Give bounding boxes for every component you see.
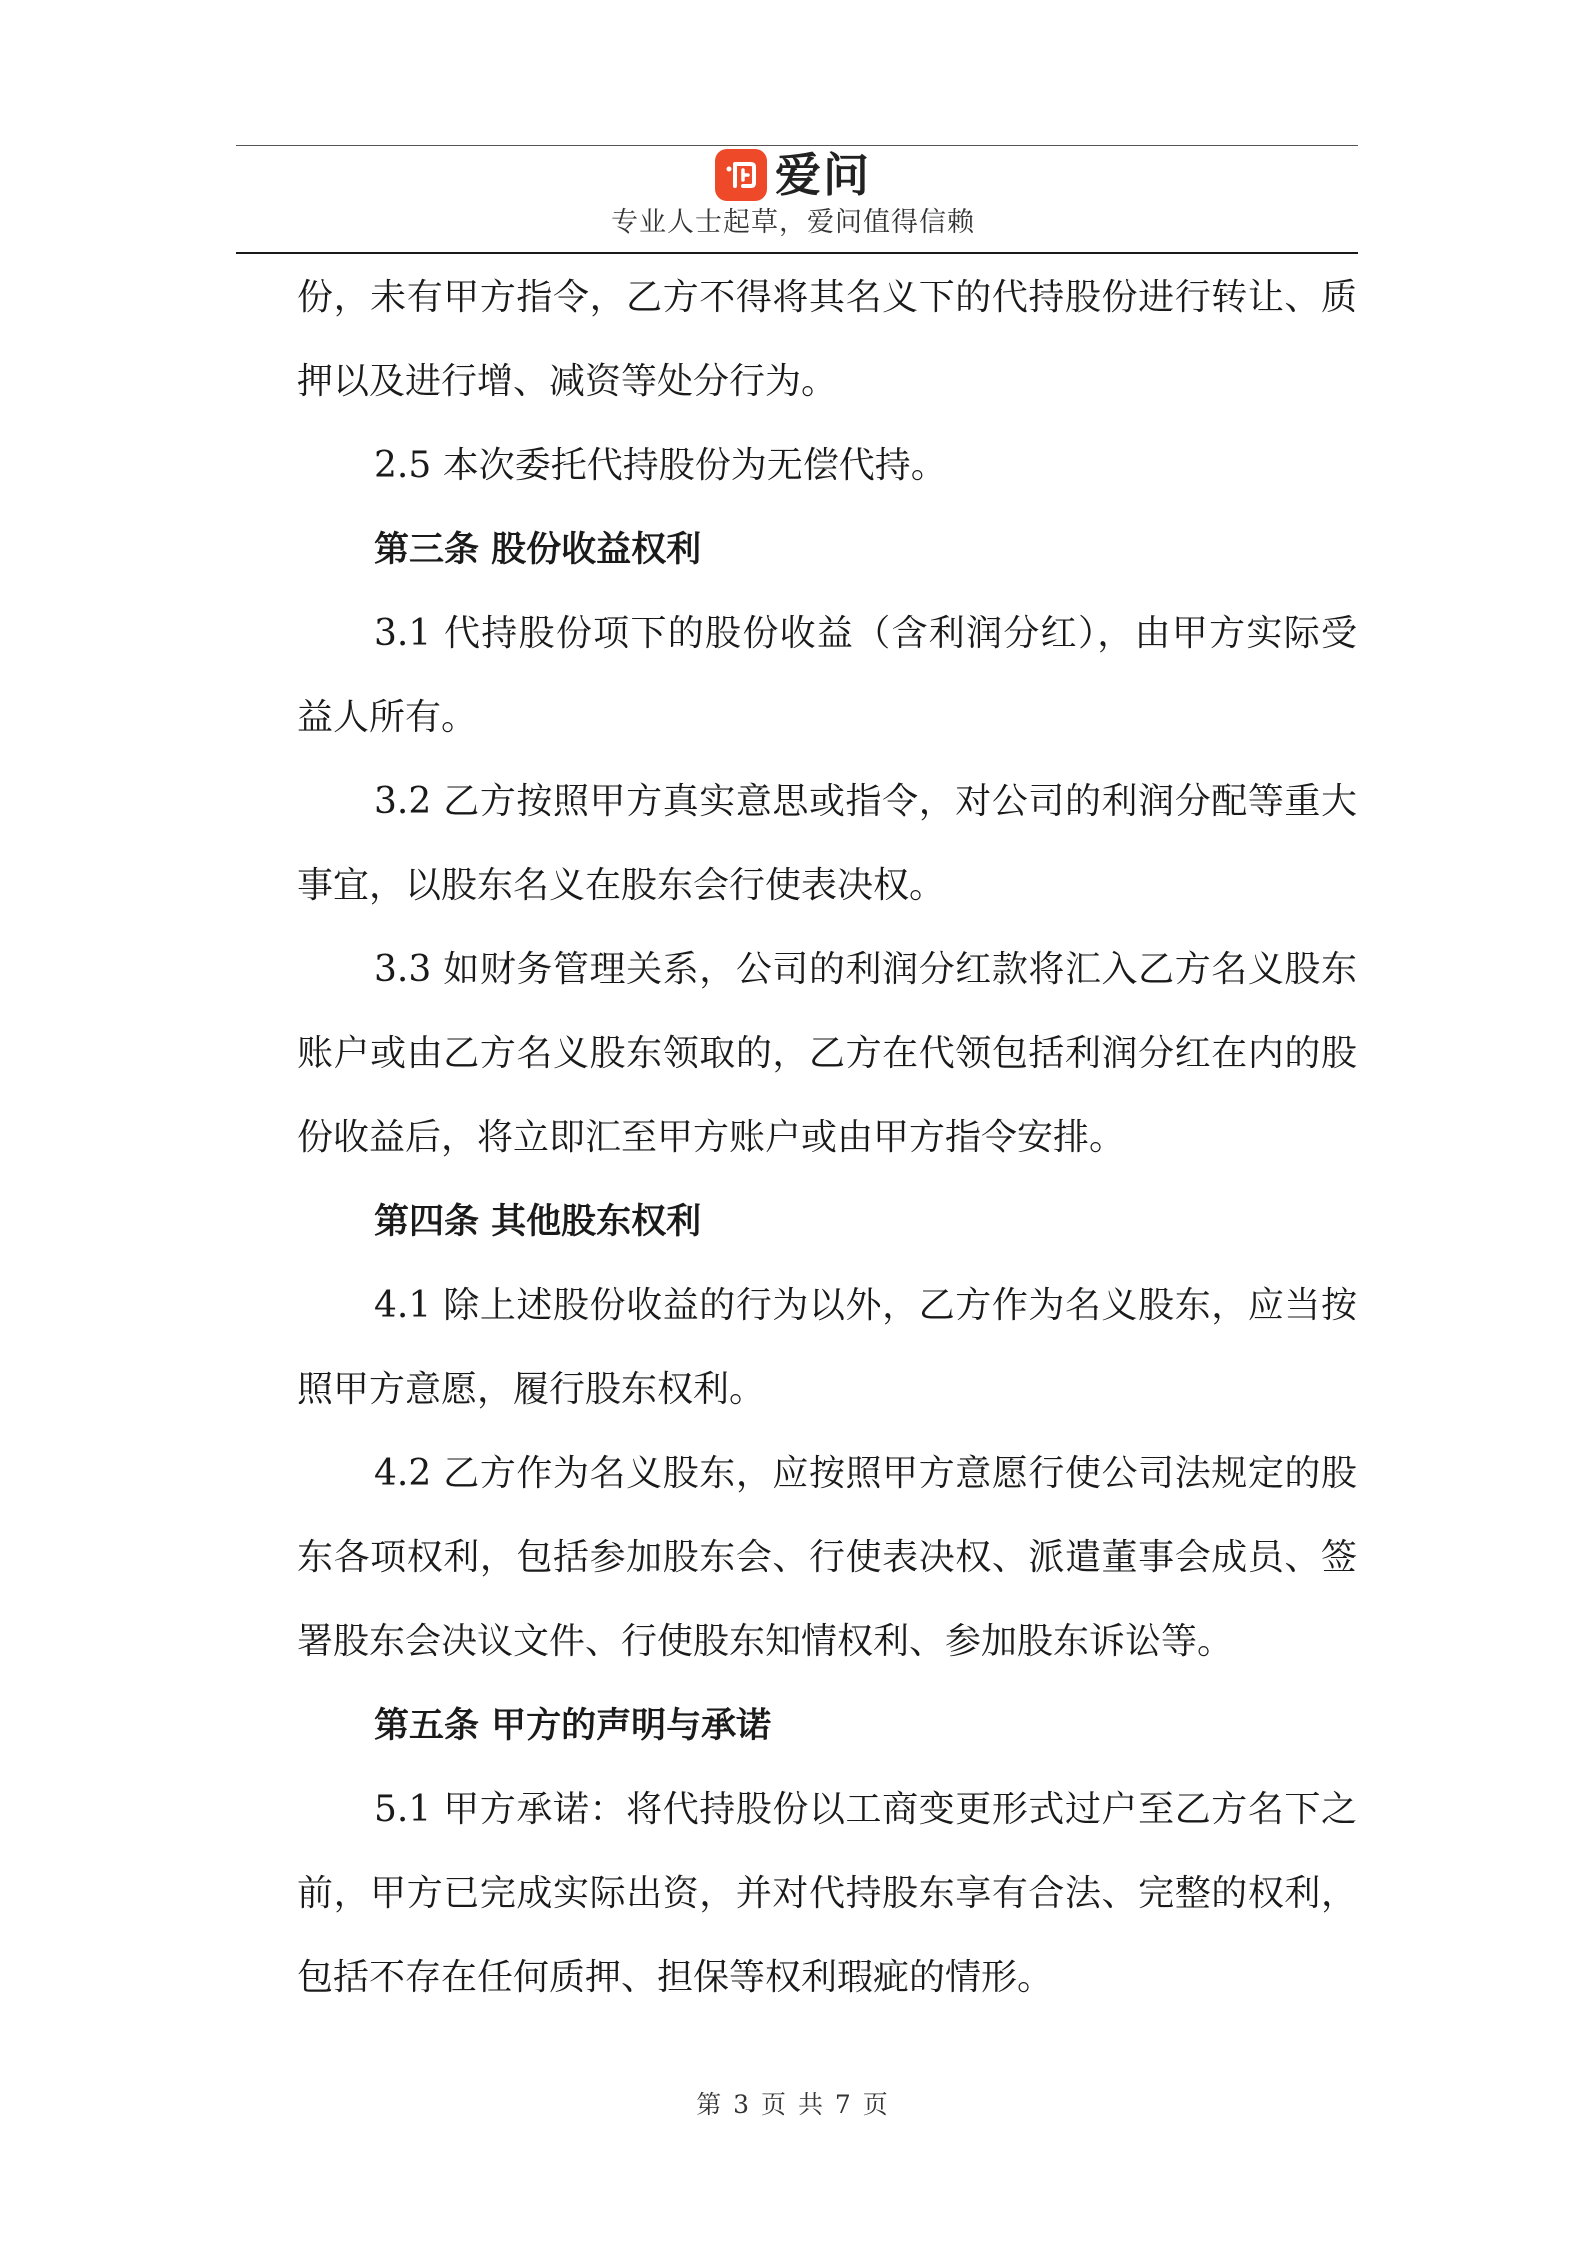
body-paragraph: 4.1 除上述股份收益的行为以外，乙方作为名义股东，应当按照甲方意愿，履行股东权利。 — [297, 1285, 1357, 1410]
body-paragraph: 份，未有甲方指令，乙方不得将其名义下的代持股份进行转让、质押以及进行增、减资等处分行为。 — [297, 277, 1357, 402]
body-paragraph: 3.1 代持股份项下的股份收益（含利润分红），由甲方实际受益人所有。 — [297, 613, 1357, 738]
section-heading: 第四条 其他股东权利 — [374, 1202, 702, 1242]
body-paragraph: 3.2 乙方按照甲方真实意思或指令，对公司的利润分配等重大事宜，以股东名义在股东会行使表决权。 — [297, 781, 1357, 906]
brand-header — [0, 147, 1586, 203]
body-paragraph: 5.1 甲方承诺：将代持股份以工商变更形式过户至乙方名下之前，甲方已完成实际出资，并对代持股东享有合法、完整的权利，包括不存在任何质押、担保等权利瑕疵的情形。 — [297, 1789, 1357, 1998]
document-body — [297, 256, 1357, 2020]
body-paragraph: 2.5 本次委托代持股份为无偿代持。 — [374, 445, 947, 486]
brand-slogan: 专业人士起草，爱问值得信赖 — [611, 207, 975, 238]
aiwen-logo-icon — [715, 149, 767, 201]
brand-name: 爱问 — [775, 148, 871, 202]
body-paragraph: 3.3 如财务管理关系，公司的利润分红款将汇入乙方名义股东账户或由乙方名义股东领取的，乙方在代领包括利润分红在内的股份收益后，将立即汇至甲方账户或由甲方指令安排。 — [297, 949, 1357, 1158]
header-bottom-rule — [236, 252, 1358, 254]
page-number: 第 3 页 共 7 页 — [696, 2090, 890, 2119]
header-top-rule — [236, 145, 1358, 146]
section-heading: 第五条 甲方的声明与承诺 — [374, 1706, 772, 1746]
section-heading: 第三条 股份收益权利 — [374, 530, 702, 570]
body-paragraph: 4.2 乙方作为名义股东，应按照甲方意愿行使公司法规定的股东各项权利，包括参加股东会、行使表决权、派遣董事会成员、签署股东会决议文件、行使股东知情权利、参加股东诉讼等。 — [297, 1453, 1357, 1662]
